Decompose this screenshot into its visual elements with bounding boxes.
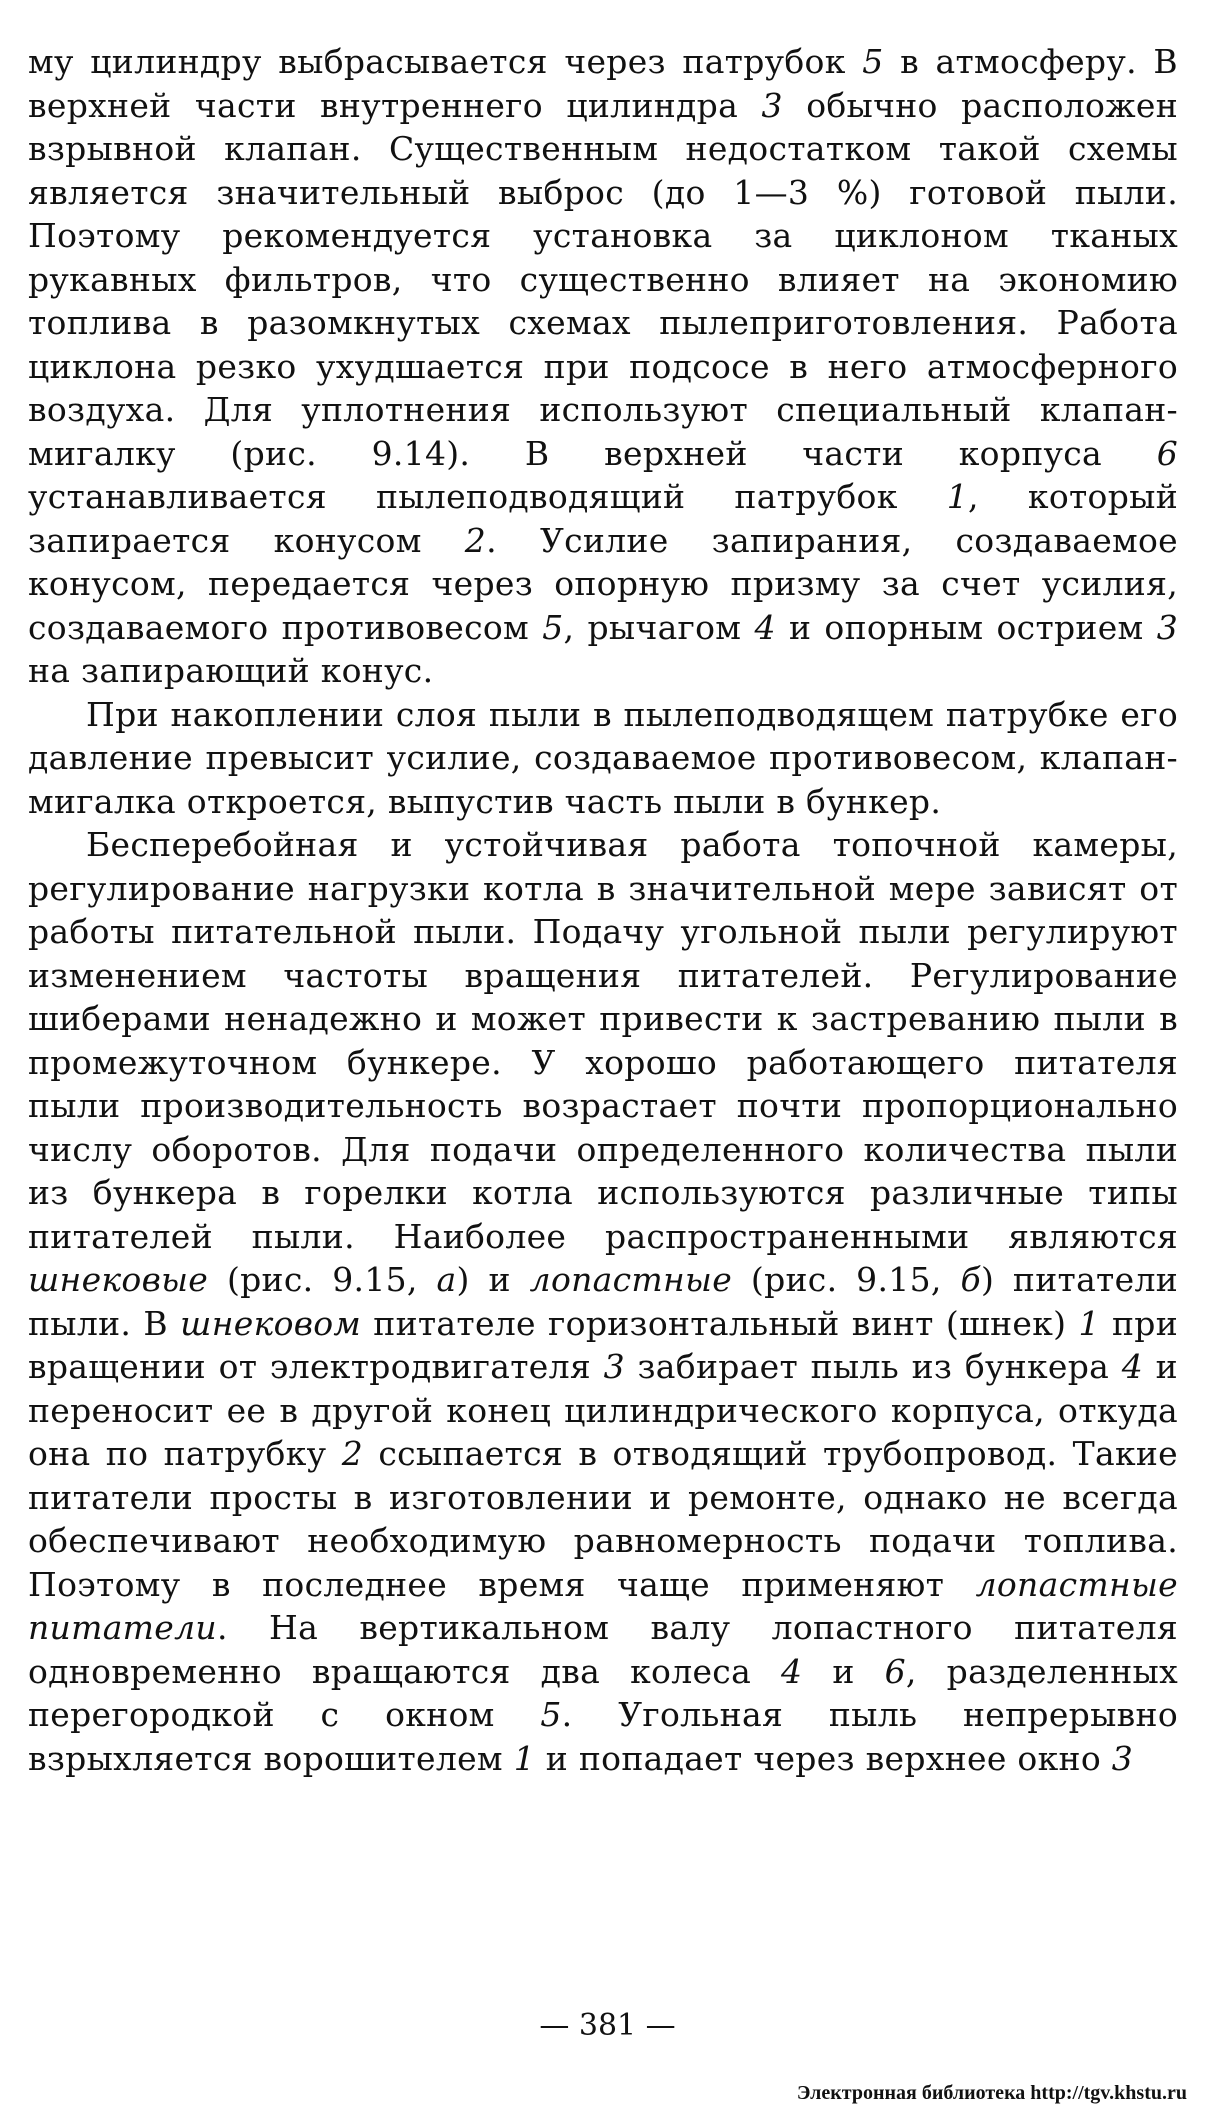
text-run: обычно расположен взрывной клапан. Существенным недостатком такой схемы является значительный выброс (до 1—3 %) готовой пыли. Поэтому рекомендуется установка за циклоном тканых рукавных фильтров, что существенно влияет на экономию топлива в разомкнутых схемах пылеприготовления. Работа циклона резко ухудшается при подсосе в него атмосферного воздуха. Для уплотнения используют специальный клапан-мигалку (рис. 9.14). В верхней части корпуса [28,85,1178,473]
italic-text: 2 [341,1434,363,1473]
text-run: , разделенных перегородкой с окном [28,1651,1178,1734]
text-run: . На вертикальном валу лопастного питателя одновременно вращаются два колеса [28,1608,1178,1691]
text-run: и опорным острием [775,607,1157,647]
italic-text: б [960,1260,981,1299]
paragraph-3 [28,823,1178,1780]
page-body [28,40,1178,1780]
italic-text: 5 [862,42,884,81]
text-run: . Усилие запирания, создаваемое конусом, передается через опорную призму за счет усилия, создаваемого противовесом [28,520,1178,647]
italic-text: 6 [884,1651,906,1691]
text-run: Бесперебойная и устойчивая работа топочной камеры, регулирование нагрузки котла в значительной мере зависят от работы питательной пыли. Подачу угольной пыли регулируют изменением частоты вращения питателей. Регулирование шиберами ненадежно и может привести к застреванию пыли в промежуточном бункере. У хорошо работающего питателя пыли производительность возрастает почти пропорционально числу оборотов. Для подачи определенного количества пыли из бункера в горелки котла используются различные типы питателей пыли. Наиболее распространенными являются [28,825,1178,1256]
italic-text: 4 [754,607,776,647]
italic-text: 3 [603,1347,625,1386]
page-number: — 381 — [539,2008,676,2043]
text-run: (рис. 9.15, [732,1260,961,1299]
text-run: . Угольная пыль непрерывно взрыхляется ворошителем [28,1695,1178,1778]
italic-text: 5 [542,607,564,647]
italic-text: лопастные [529,1260,733,1299]
text-run: (рис. 9.15, [208,1260,437,1299]
text-run: в атмосферу. В верхней части внутреннего цилиндра [28,42,1178,125]
text-run: ссыпается в отводящий трубопровод. Такие питатели просты в изготовлении и ремонте, однако не всегда обеспечивают необходимую равномерность подачи топлива. Поэтому в последнее время чаще применяют [28,1434,1179,1604]
text-run: и попадает через верхнее окно [534,1738,1112,1778]
italic-text: питатели [28,1608,217,1647]
italic-text: шнековые [28,1260,209,1299]
italic-text: 6 [1156,433,1178,473]
italic-text: 3 [1156,607,1178,647]
italic-text: шнековом [180,1303,362,1343]
text-run: на запирающий конус. [28,651,434,690]
italic-text: 3 [761,85,783,125]
text-run: устанавливается пылеподводящий патрубок [28,477,947,516]
text-run: ) питатели пыли. В [28,1260,1178,1343]
text-run: и переносит ее в другой конец цилиндрического корпуса, откуда она по патрубку [28,1347,1178,1473]
text-run: , рычагом [563,607,755,647]
italic-text: лопастные [975,1564,1178,1604]
text-run: питателе горизонтальный винт (шнек) [361,1303,1079,1343]
italic-text: 4 [781,1651,803,1691]
text-run: и [802,1651,885,1691]
italic-text: 1 [1078,1303,1100,1343]
text-run: , который запирается конусом [28,477,1179,560]
italic-text: 3 [1111,1738,1134,1778]
text-run: ) и [456,1260,530,1299]
italic-text: 1 [946,477,969,516]
italic-text: а [436,1260,457,1299]
italic-text: 5 [540,1695,562,1734]
text-run: при вращении от электродвигателя [28,1303,1178,1386]
italic-text: 1 [513,1738,535,1778]
text-run: При накоплении слоя пыли в пылеподводящем патрубке его давление превысит усилие, создаваемое противовесом, клапан-мигалка откроется, выпустив часть пыли в бункер. [28,694,1178,821]
paragraph-2 [28,693,1178,824]
library-credit: Электронная библиотека http://tgv.khstu.ru [796,2082,1187,2104]
paragraph-1 [28,40,1178,693]
italic-text: 2 [464,520,487,560]
italic-text: 4 [1121,1347,1144,1386]
text-run: му цилиндру выбрасывается через патрубок [28,42,863,81]
text-run: забирает пыль из бункера [624,1347,1122,1386]
